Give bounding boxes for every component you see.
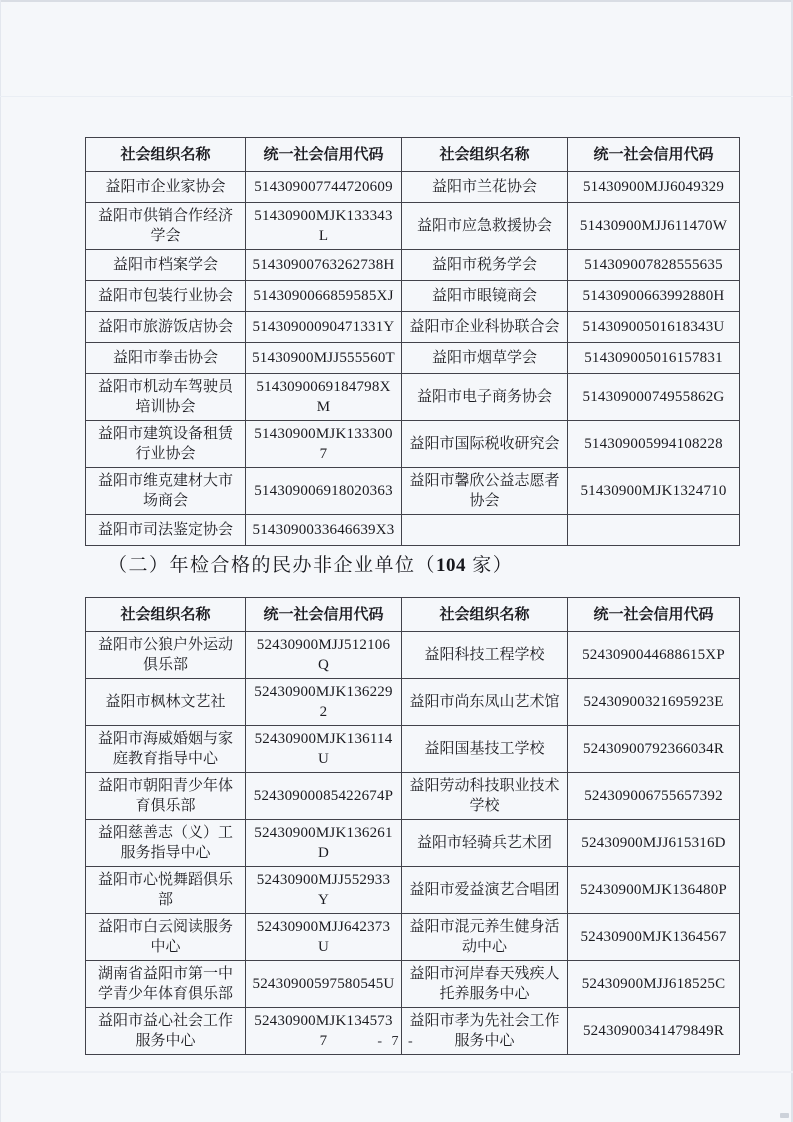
org-name-cell: 益阳慈善志（义）工服务指导中心 xyxy=(86,820,246,867)
org-name-cell: 益阳市企业家协会 xyxy=(86,172,246,203)
table-row xyxy=(86,374,740,421)
credit-code-cell: 52430900MJK1345737 xyxy=(246,1008,402,1055)
table-row xyxy=(86,632,740,679)
credit-code-cell: 51430900090471331Y xyxy=(246,312,402,343)
org-name-cell: 益阳市拳击协会 xyxy=(86,343,246,374)
org-name-cell: 益阳市河岸春天残疾人托养服务中心 xyxy=(402,961,568,1008)
credit-code-cell: 514309005016157831 xyxy=(568,343,740,374)
table-row xyxy=(86,515,740,546)
scan-corner-mark xyxy=(780,1113,789,1118)
section-heading-suffix: 家） xyxy=(466,555,514,576)
org-name-cell: 益阳市司法鉴定协会 xyxy=(86,515,246,546)
credit-code-cell: 52430900MJJ512106Q xyxy=(246,632,402,679)
scan-artifact-line xyxy=(0,96,793,97)
credit-code-cell: 52430900085422674P xyxy=(246,773,402,820)
table-header-row xyxy=(86,138,740,172)
section-heading-text: （二）年检合格的民办非企业单位（ xyxy=(108,555,437,576)
table-row xyxy=(86,468,740,515)
org-name-cell: 益阳市包装行业协会 xyxy=(86,281,246,312)
org-name-cell: 益阳市档案学会 xyxy=(86,250,246,281)
table-row xyxy=(86,172,740,203)
table-row xyxy=(86,421,740,468)
table-row xyxy=(86,773,740,820)
table-row xyxy=(86,203,740,250)
org-name-cell: 益阳市电子商务协会 xyxy=(402,374,568,421)
credit-code-cell: 51430900501618343U xyxy=(568,312,740,343)
org-name-cell: 益阳市维克建材大市场商会 xyxy=(86,468,246,515)
column-header-org-name: 社会组织名称 xyxy=(402,138,568,172)
registered-associations-table xyxy=(85,137,740,546)
credit-code-cell: 52430900MJK1362292 xyxy=(246,679,402,726)
credit-code-cell: 51430900MJJ555560T xyxy=(246,343,402,374)
org-name-cell: 益阳市爱益演艺合唱团 xyxy=(402,867,568,914)
column-header-credit-code: 统一社会信用代码 xyxy=(246,598,402,632)
org-name-cell: 益阳市海威婚姻与家庭教育指导中心 xyxy=(86,726,246,773)
org-name-cell: 益阳市白云阅读服务中心 xyxy=(86,914,246,961)
org-name-cell: 益阳市烟草学会 xyxy=(402,343,568,374)
table-row xyxy=(86,250,740,281)
org-name-cell: 益阳市馨欣公益志愿者协会 xyxy=(402,468,568,515)
credit-code-cell: 52430900MJJ615316D xyxy=(568,820,740,867)
table-row xyxy=(86,867,740,914)
credit-code-cell: 51430900MJK1333007 xyxy=(246,421,402,468)
table-row xyxy=(86,679,740,726)
table-row xyxy=(86,312,740,343)
credit-code-cell: 514309007828555635 xyxy=(568,250,740,281)
credit-code-cell: 52430900597580545U xyxy=(246,961,402,1008)
org-name-cell: 益阳市兰花协会 xyxy=(402,172,568,203)
table-row xyxy=(86,343,740,374)
credit-code-cell: 5143090066859585XJ xyxy=(246,281,402,312)
table-row xyxy=(86,914,740,961)
scan-artifact-line xyxy=(0,1071,793,1073)
credit-code-cell: 514309005994108228 xyxy=(568,421,740,468)
credit-code-cell: 52430900MJJ552933Y xyxy=(246,867,402,914)
scan-edge-top xyxy=(0,0,793,2)
org-name-cell: 湖南省益阳市第一中学青少年体育俱乐部 xyxy=(86,961,246,1008)
credit-code-cell: 52430900MJJ618525C xyxy=(568,961,740,1008)
nonprofit-units-table xyxy=(85,597,740,1055)
credit-code-cell: 514309006918020363 xyxy=(246,468,402,515)
credit-code-cell: 51430900MJJ6049329 xyxy=(568,172,740,203)
table-row xyxy=(86,726,740,773)
column-header-credit-code: 统一社会信用代码 xyxy=(568,138,740,172)
credit-code-cell: 514309007744720609 xyxy=(246,172,402,203)
org-name-cell: 益阳市孝为先社会工作服务中心 xyxy=(402,1008,568,1055)
section-heading xyxy=(108,550,513,577)
org-name-cell: 益阳科技工程学校 xyxy=(402,632,568,679)
credit-code-cell: 52430900MJJ642373U xyxy=(246,914,402,961)
credit-code-cell: 5243090044688615XP xyxy=(568,632,740,679)
credit-code-cell: 5143090033646639X3 xyxy=(246,515,402,546)
credit-code-cell: 5143090069184798XM xyxy=(246,374,402,421)
org-name-cell: 益阳国基技工学校 xyxy=(402,726,568,773)
org-name-cell: 益阳市枫林文艺社 xyxy=(86,679,246,726)
credit-code-cell: 51430900MJJ611470W xyxy=(568,203,740,250)
column-header-org-name: 社会组织名称 xyxy=(86,598,246,632)
credit-code-cell: 52430900MJK136261D xyxy=(246,820,402,867)
credit-code-cell: 52430900792366034R xyxy=(568,726,740,773)
column-header-credit-code: 统一社会信用代码 xyxy=(246,138,402,172)
org-name-cell: 益阳市机动车驾驶员培训协会 xyxy=(86,374,246,421)
credit-code-cell: 52430900321695923E xyxy=(568,679,740,726)
org-name-cell: 益阳市应急救援协会 xyxy=(402,203,568,250)
org-name-cell: 益阳市混元养生健身活动中心 xyxy=(402,914,568,961)
table-header-row xyxy=(86,598,740,632)
credit-code-cell: 52430900341479849R xyxy=(568,1008,740,1055)
org-name-cell: 益阳市益心社会工作服务中心 xyxy=(86,1008,246,1055)
credit-code-cell: 51430900763262738H xyxy=(246,250,402,281)
table-row xyxy=(86,281,740,312)
column-header-credit-code: 统一社会信用代码 xyxy=(568,598,740,632)
credit-code-cell: 52430900MJK136114U xyxy=(246,726,402,773)
credit-code-cell: 51430900MJK133343L xyxy=(246,203,402,250)
org-name-cell: 益阳市公狼户外运动俱乐部 xyxy=(86,632,246,679)
credit-code-cell: 51430900663992880H xyxy=(568,281,740,312)
org-name-cell xyxy=(402,515,568,546)
credit-code-cell: 524309006755657392 xyxy=(568,773,740,820)
org-name-cell: 益阳劳动科技职业技术学校 xyxy=(402,773,568,820)
org-name-cell: 益阳市朝阳青少年体育俱乐部 xyxy=(86,773,246,820)
org-name-cell: 益阳市心悦舞蹈俱乐部 xyxy=(86,867,246,914)
scan-edge-left xyxy=(0,0,1,1122)
credit-code-cell: 51430900074955862G xyxy=(568,374,740,421)
credit-code-cell xyxy=(568,515,740,546)
org-name-cell: 益阳市眼镜商会 xyxy=(402,281,568,312)
credit-code-cell: 51430900MJK1324710 xyxy=(568,468,740,515)
org-name-cell: 益阳市供销合作经济学会 xyxy=(86,203,246,250)
org-name-cell: 益阳市企业科协联合会 xyxy=(402,312,568,343)
credit-code-cell: 52430900MJK1364567 xyxy=(568,914,740,961)
page-number: - 7 - xyxy=(377,1034,416,1049)
org-name-cell: 益阳市轻骑兵艺术团 xyxy=(402,820,568,867)
org-name-cell: 益阳市税务学会 xyxy=(402,250,568,281)
table-row xyxy=(86,820,740,867)
table-row xyxy=(86,961,740,1008)
column-header-org-name: 社会组织名称 xyxy=(402,598,568,632)
org-name-cell: 益阳市尚东凤山艺术馆 xyxy=(402,679,568,726)
section-heading-count: 104 xyxy=(436,555,467,576)
column-header-org-name: 社会组织名称 xyxy=(86,138,246,172)
org-name-cell: 益阳市国际税收研究会 xyxy=(402,421,568,468)
org-name-cell: 益阳市旅游饭店协会 xyxy=(86,312,246,343)
credit-code-cell: 52430900MJK136480P xyxy=(568,867,740,914)
org-name-cell: 益阳市建筑设备租赁行业协会 xyxy=(86,421,246,468)
